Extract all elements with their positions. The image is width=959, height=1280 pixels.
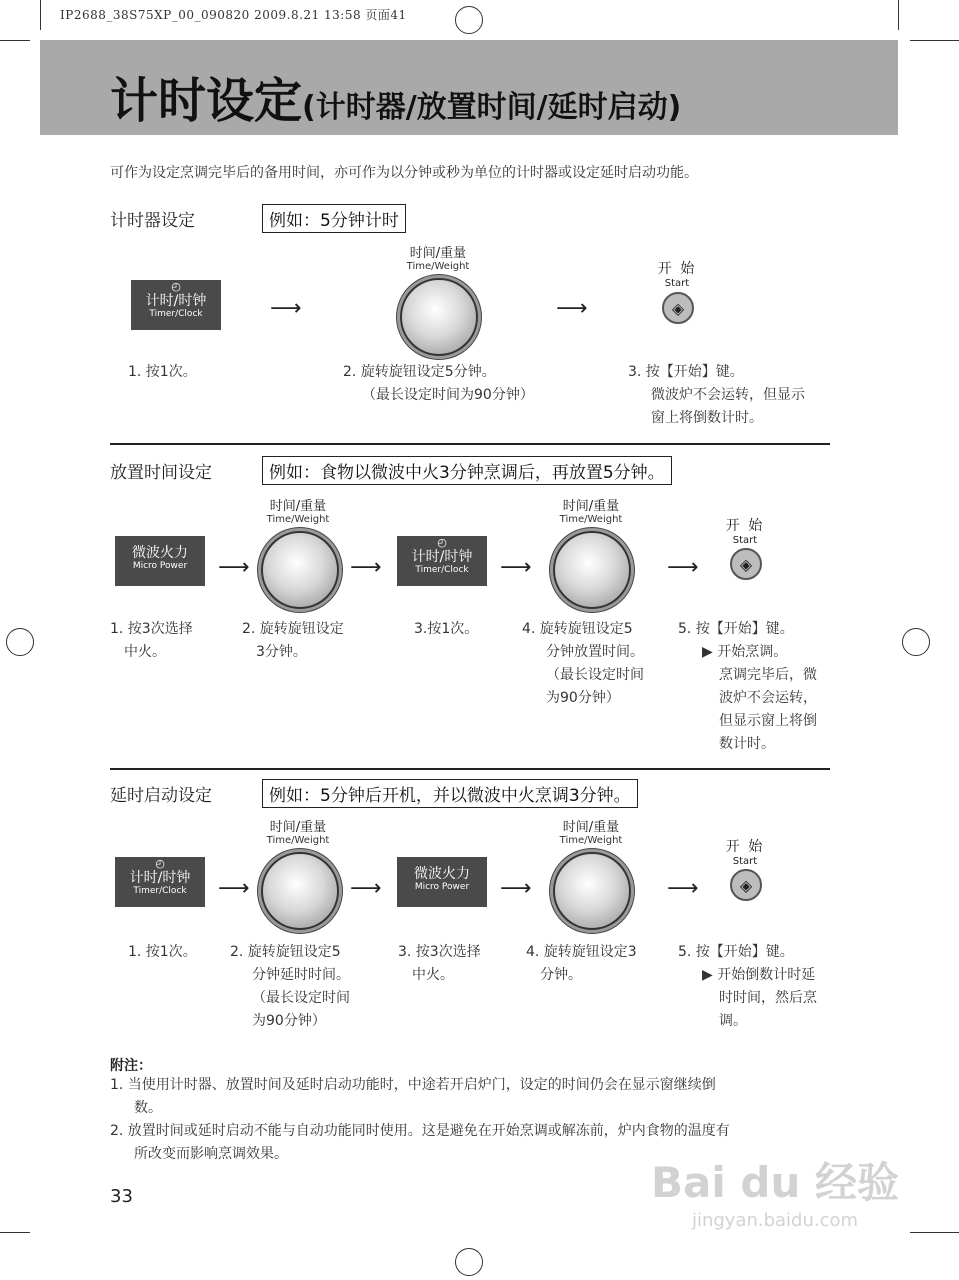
step-text: 分钟。 [540, 967, 582, 983]
knob-label-zh: 时间/重量 [409, 246, 467, 261]
page-title [110, 62, 681, 131]
section-divider [110, 768, 830, 770]
crop-mark [0, 1232, 30, 1233]
timer-clock-label: 计时/时钟 [129, 870, 191, 886]
page-title-main: 计时设定 [110, 73, 303, 129]
section-delay-example: 例如：5分钟后开机，并以微波中火烹调3分钟。 [262, 779, 638, 808]
timer-clock-label: 计时/时钟 [145, 293, 207, 309]
step-text: 2. 旋转旋钮设定5分钟。 [343, 364, 496, 380]
section-delay-label: 延时启动设定 [110, 786, 212, 806]
time-weight-knob[interactable] [553, 531, 631, 609]
start-label-en: Start [664, 278, 690, 289]
start-label-zh: 开 始 [657, 261, 697, 277]
knob-label [378, 242, 498, 272]
watermark [651, 1150, 899, 1231]
start-button[interactable] [662, 292, 694, 324]
knob-label-zh: 时间/重量 [269, 499, 327, 514]
registration-mark [902, 628, 930, 656]
step-text: 微波炉不会运转，但显示 [651, 387, 805, 403]
step-text: 5. 按【开始】键。 [678, 621, 794, 637]
step-text: 窗上将倒数计时。 [651, 410, 763, 426]
step-text: 4. 旋转旋钮设定5 [522, 621, 633, 637]
knob-label-en: Time/Weight [266, 514, 330, 525]
clock-icon: ◴ [171, 280, 181, 293]
intro-text: 可作为设定烹调完毕后的备用时间，亦可作为以分钟或秒为单位的计时器或设定延时启动功能。 [110, 165, 698, 181]
micro-power-label: 微波火力 [132, 545, 188, 561]
step-text: 调。 [719, 1013, 747, 1029]
start-icon: ◈ [739, 554, 753, 574]
arrow-icon: ⟶ [350, 876, 382, 901]
crop-mark [0, 40, 30, 41]
micro-power-label: 微波火力 [414, 866, 470, 882]
step-text: 时时间，然后烹 [719, 990, 817, 1006]
step-text: 1. 按1次。 [128, 944, 197, 960]
micro-power-label-en: Micro Power [414, 882, 470, 892]
knob-label [238, 816, 358, 846]
section-timer-label: 计时器设定 [110, 211, 195, 231]
knob-label-zh: 时间/重量 [269, 820, 327, 835]
arrow-icon: ⟶ [270, 296, 302, 321]
step-text: 波炉不会运转， [719, 690, 817, 706]
step-text: 数计时。 [719, 736, 775, 752]
watermark-url: jingyan.baidu.com [691, 1210, 859, 1231]
step-text: 3.按1次。 [414, 621, 479, 637]
arrow-icon: ⟶ [218, 555, 250, 580]
crop-mark [40, 0, 41, 30]
time-weight-knob[interactable] [553, 852, 631, 930]
arrow-icon: ⟶ [556, 296, 588, 321]
knob-label-en: Time/Weight [406, 261, 470, 272]
step-text: 分钟延时时间。 [252, 967, 350, 983]
step-text: 中火。 [124, 644, 166, 660]
timer-clock-label-en: Timer/Clock [415, 565, 469, 575]
step-text: 烹调完毕后，微 [719, 667, 817, 683]
clock-icon: ◴ [155, 857, 165, 870]
start-label [715, 836, 775, 867]
arrow-icon: ⟶ [350, 555, 382, 580]
arrow-icon: ⟶ [500, 555, 532, 580]
arrow-icon: ⟶ [667, 876, 699, 901]
section-divider [110, 443, 830, 445]
timer-clock-button[interactable] [397, 536, 487, 586]
step-text: 5. 按【开始】键。 [678, 944, 794, 960]
section-standing-label: 放置时间设定 [110, 463, 212, 483]
time-weight-knob[interactable] [261, 531, 339, 609]
note-text: 1. 当使用计时器、放置时间及延时启动功能时，中途若开启炉门，设定的时间仍会在显示窗继续倒 [110, 1077, 716, 1093]
step-text: 2. 旋转旋钮设定5 [230, 944, 341, 960]
step-text: （最长设定时间 [252, 990, 350, 1006]
step-text: （最长设定时间 [546, 667, 644, 683]
arrow-icon: ⟶ [500, 876, 532, 901]
print-header: IP2688_38S75XP_00_090820 2009.8.21 13:58 页面41 [60, 8, 407, 22]
crop-mark [910, 40, 959, 41]
timer-clock-button[interactable] [131, 280, 221, 330]
step-text: 3. 按3次选择 [398, 944, 481, 960]
step-text: 1. 按1次。 [128, 364, 197, 380]
time-weight-knob[interactable] [400, 278, 478, 356]
page-number: 33 [110, 1186, 133, 1207]
micro-power-button[interactable] [115, 536, 205, 586]
start-label-en: Start [732, 856, 758, 867]
knob-label [238, 495, 358, 525]
timer-clock-label-en: Timer/Clock [149, 309, 203, 319]
step-text: 但显示窗上将倒 [719, 713, 817, 729]
knob-label-zh: 时间/重量 [562, 820, 620, 835]
knob-label [531, 816, 651, 846]
note-text: 所改变而影响烹调效果。 [134, 1146, 288, 1162]
micro-power-button[interactable] [397, 857, 487, 907]
start-label-en: Start [732, 535, 758, 546]
step-text: 2. 旋转旋钮设定 [242, 621, 344, 637]
watermark-brand: Bai du 经验 [651, 1158, 899, 1207]
start-icon: ◈ [739, 875, 753, 895]
micro-power-label-en: Micro Power [132, 561, 188, 571]
start-button[interactable] [730, 548, 762, 580]
note-text: 2. 放置时间或延时启动不能与自动功能同时使用。这是避免在开始烹调或解冻前，炉内食物的温度有 [110, 1123, 730, 1139]
timer-clock-label-en: Timer/Clock [133, 886, 187, 896]
start-label [647, 258, 707, 289]
start-label-zh: 开 始 [725, 839, 765, 855]
arrow-icon: ⟶ [667, 555, 699, 580]
step-text: 为90分钟） [252, 1013, 326, 1029]
crop-mark [898, 0, 899, 30]
time-weight-knob[interactable] [261, 852, 339, 930]
step-text: 为90分钟） [546, 690, 620, 706]
clock-icon: ◴ [437, 536, 447, 549]
crop-mark [910, 1232, 959, 1233]
start-label-zh: 开 始 [725, 518, 765, 534]
step-text: 3. 按【开始】键。 [628, 364, 744, 380]
section-timer-example: 例如：5分钟计时 [262, 204, 406, 233]
step-text: 分钟放置时间。 [546, 644, 644, 660]
registration-mark [455, 1248, 483, 1276]
step-text: 中火。 [412, 967, 454, 983]
start-label [715, 515, 775, 546]
step-text: 3分钟。 [256, 644, 307, 660]
timer-clock-label: 计时/时钟 [411, 549, 473, 565]
step-text: ▶ 开始烹调。 [702, 644, 788, 660]
knob-label-en: Time/Weight [266, 835, 330, 846]
knob-label [531, 495, 651, 525]
step-text: （最长设定时间为90分钟） [362, 387, 534, 403]
page-title-sub: (计时器/放置时间/延时启动) [302, 90, 682, 125]
knob-label-en: Time/Weight [559, 835, 623, 846]
notes-title: 附注： [110, 1058, 152, 1074]
start-icon: ◈ [671, 298, 685, 318]
section-standing-example: 例如：食物以微波中火3分钟烹调后，再放置5分钟。 [262, 456, 672, 485]
arrow-icon: ⟶ [218, 876, 250, 901]
registration-mark [6, 628, 34, 656]
registration-mark [455, 6, 483, 34]
start-button[interactable] [730, 869, 762, 901]
step-text: 4. 旋转旋钮设定3 [526, 944, 637, 960]
timer-clock-button[interactable] [115, 857, 205, 907]
step-text: ▶ 开始倒数计时延 [702, 967, 816, 983]
knob-label-en: Time/Weight [559, 514, 623, 525]
note-text: 数。 [134, 1100, 162, 1116]
step-text: 1. 按3次选择 [110, 621, 193, 637]
knob-label-zh: 时间/重量 [562, 499, 620, 514]
